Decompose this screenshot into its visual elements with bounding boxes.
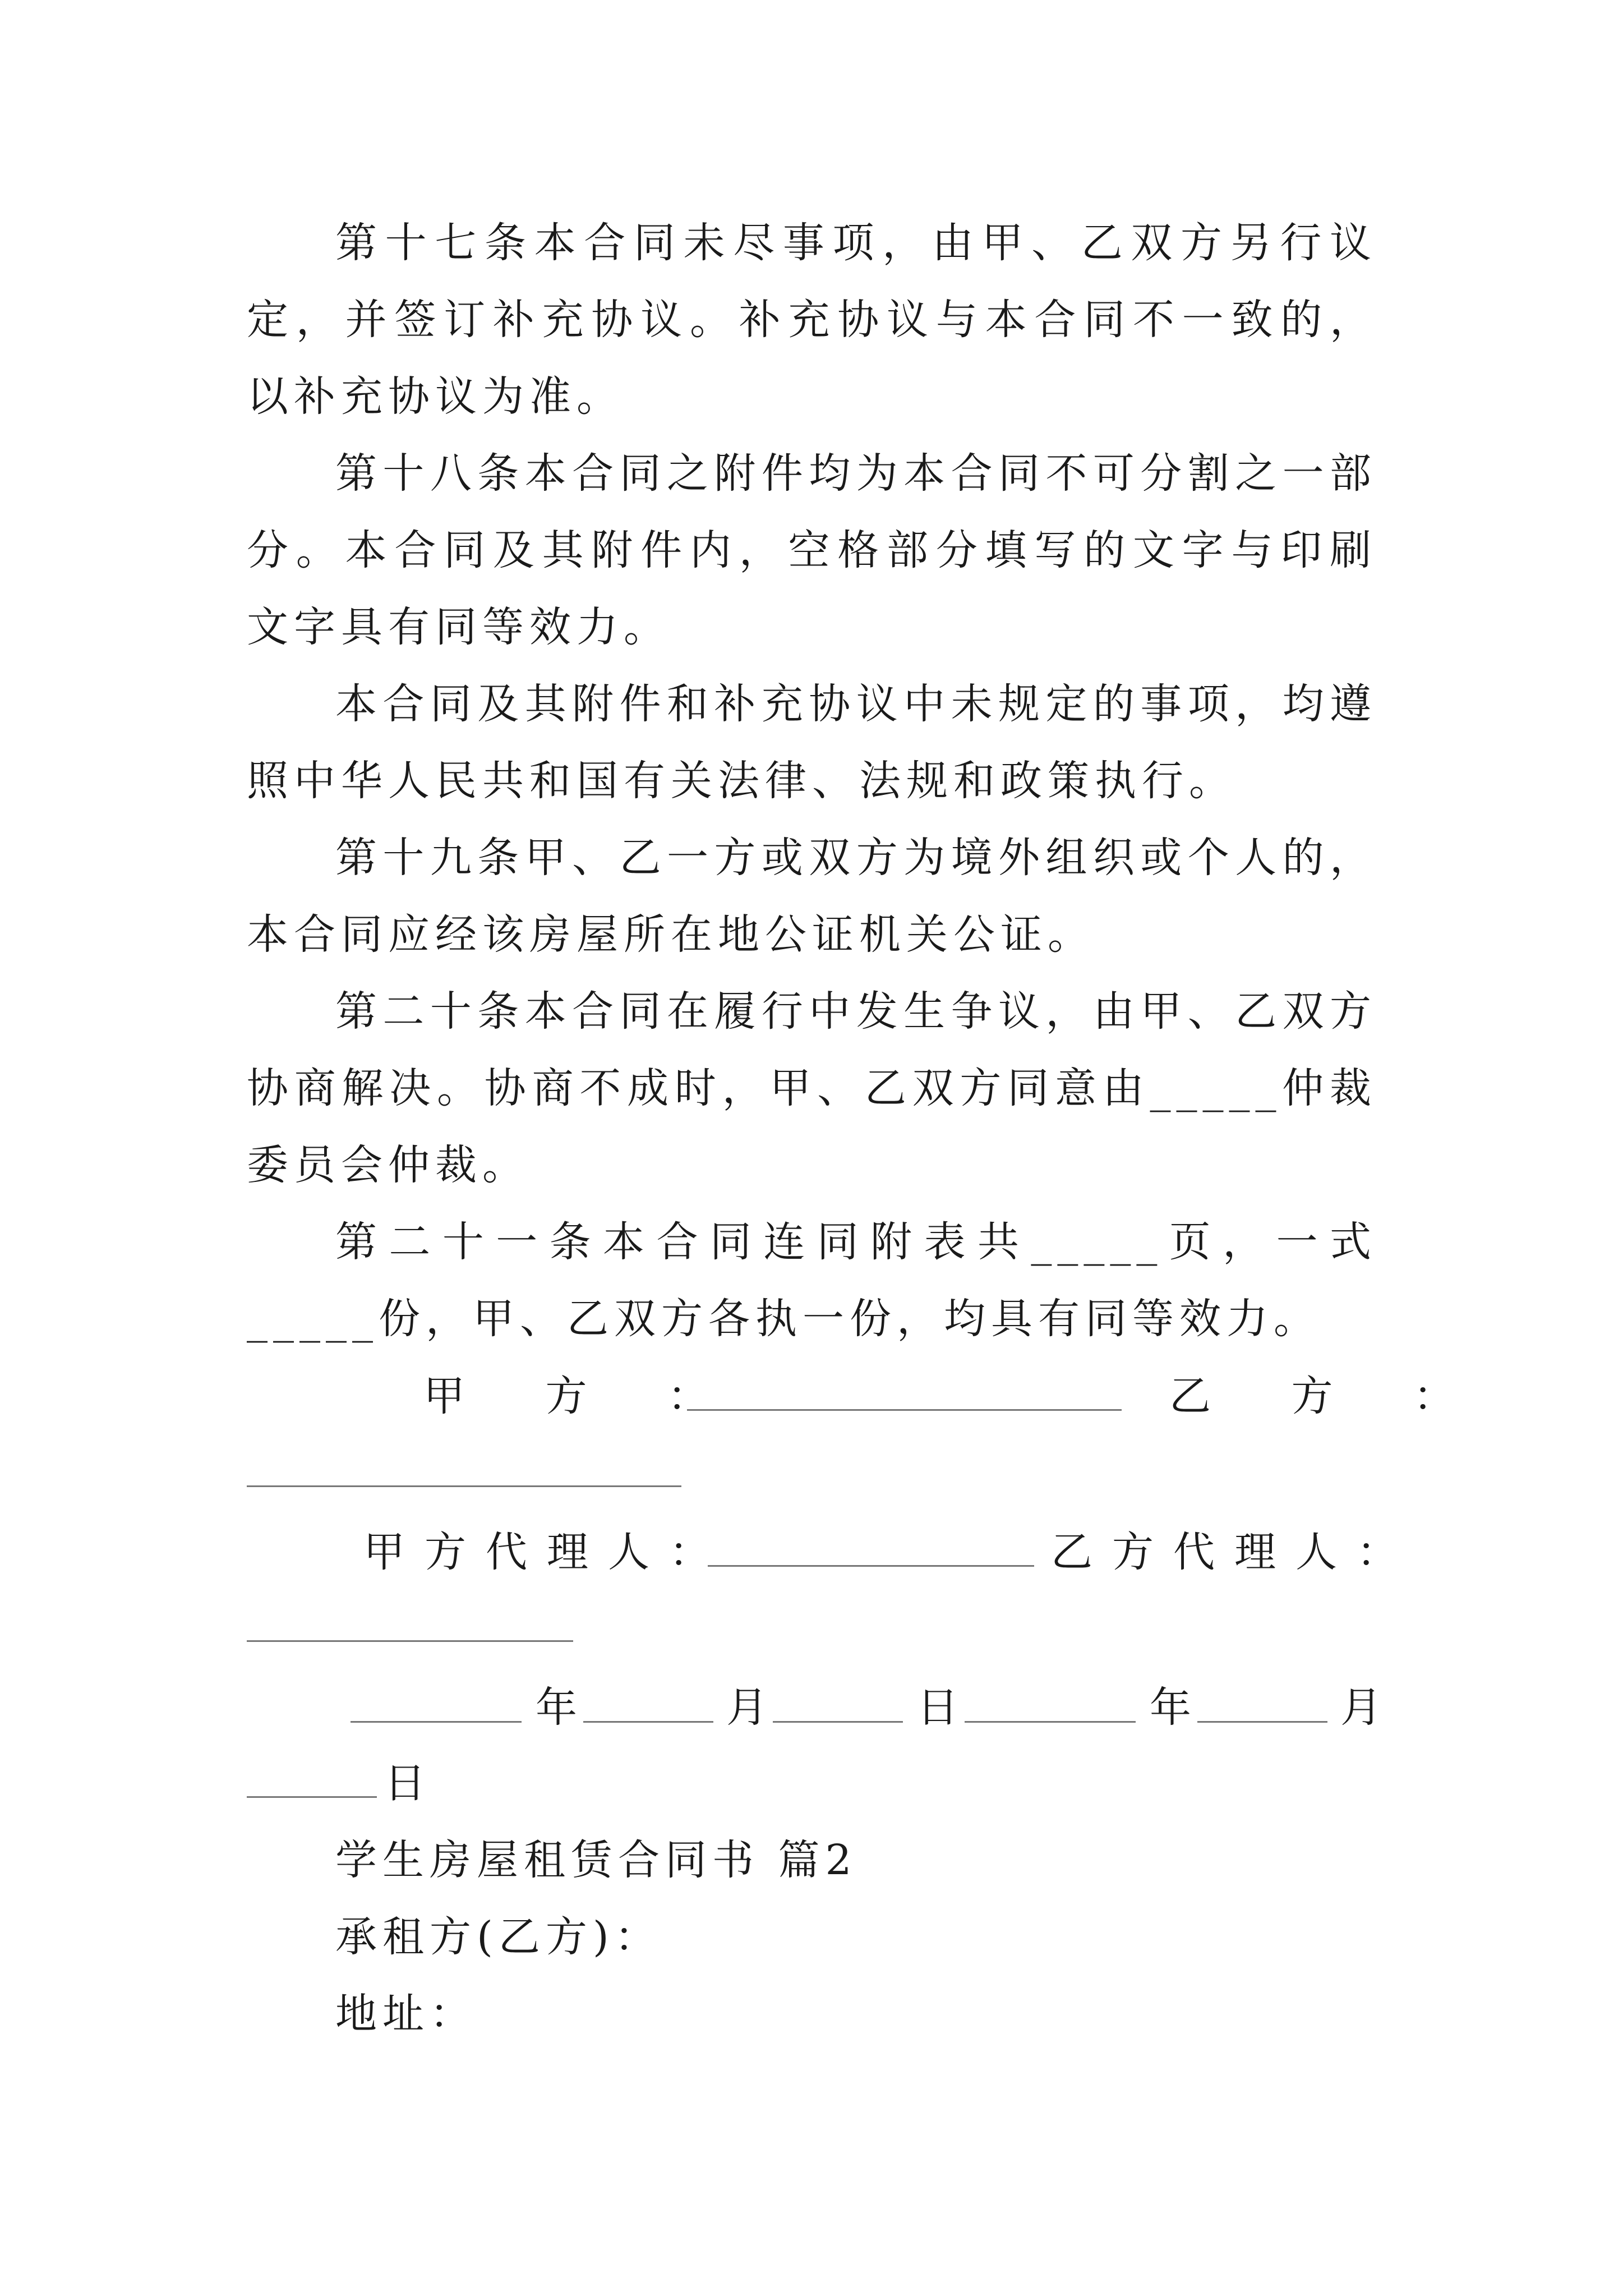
article-17: 第十七条本合同未尽事项，由甲、乙双方另行议定，并签订补充协议。补充协议与本合同不一致的，以补充协议为准。 <box>247 219 1377 421</box>
address-label: 地址： <box>335 1990 477 2038</box>
article-19: 第十九条甲、乙一方或双方为境外组织或个人的，本合同应经该房屋所在地公证机关公证。 <box>247 834 1377 959</box>
agent-a-blank <box>708 1565 1034 1567</box>
agent-b-blank <box>247 1640 573 1642</box>
party-a-label: 甲 方 ： <box>423 1372 743 1420</box>
date-a-year-blank <box>351 1721 522 1723</box>
article-21: 第二十一条本合同连同附表共_____页，一式_____份，甲、乙双方各执一份，均具有同等效力。 <box>247 1218 1377 1343</box>
date-a-month-label: 月 <box>726 1683 773 1732</box>
article-20: 第二十条本合同在履行中发生争议，由甲、乙双方协商解决。协商不成时，甲、乙双方同意由_____仲裁委员会仲裁。 <box>247 987 1377 1189</box>
agent-a-label: 甲方代理人： <box>363 1528 730 1576</box>
date-b-year-blank <box>965 1721 1136 1723</box>
date-a-month-blank <box>583 1721 713 1723</box>
party-b-label: 乙 方 ： <box>1169 1372 1489 1420</box>
agent-b-label: 乙方代理人： <box>1051 1528 1418 1576</box>
date-a-day-label: 日 <box>917 1683 964 1732</box>
article-18: 第十八条本合同之附件均为本合同不可分割之一部分。本合同及其附件内，空格部分填写的文字与印刷文字具有同等效力。 <box>247 449 1377 651</box>
date-b-month-label: 月 <box>1340 1683 1387 1732</box>
date-b-month-blank <box>1197 1721 1327 1723</box>
party-a-blank <box>687 1409 1122 1411</box>
date-a-day-blank <box>773 1721 903 1723</box>
date-a-year-label: 年 <box>536 1683 583 1732</box>
tenant-label: 承租方(乙方)： <box>335 1913 662 1961</box>
section-title: 学生房屋租赁合同书 篇2 <box>335 1836 857 1884</box>
contract-body <box>247 205 1377 1358</box>
date-b-day-blank <box>247 1796 377 1798</box>
party-b-blank <box>247 1485 681 1487</box>
law-clause: 本合同及其附件和补充协议中未规定的事项，均遵照中华人民共和国有关法律、法规和政策执行。 <box>247 680 1377 805</box>
date-b-day-label: 日 <box>384 1759 431 1807</box>
date-b-year-label: 年 <box>1150 1683 1197 1732</box>
